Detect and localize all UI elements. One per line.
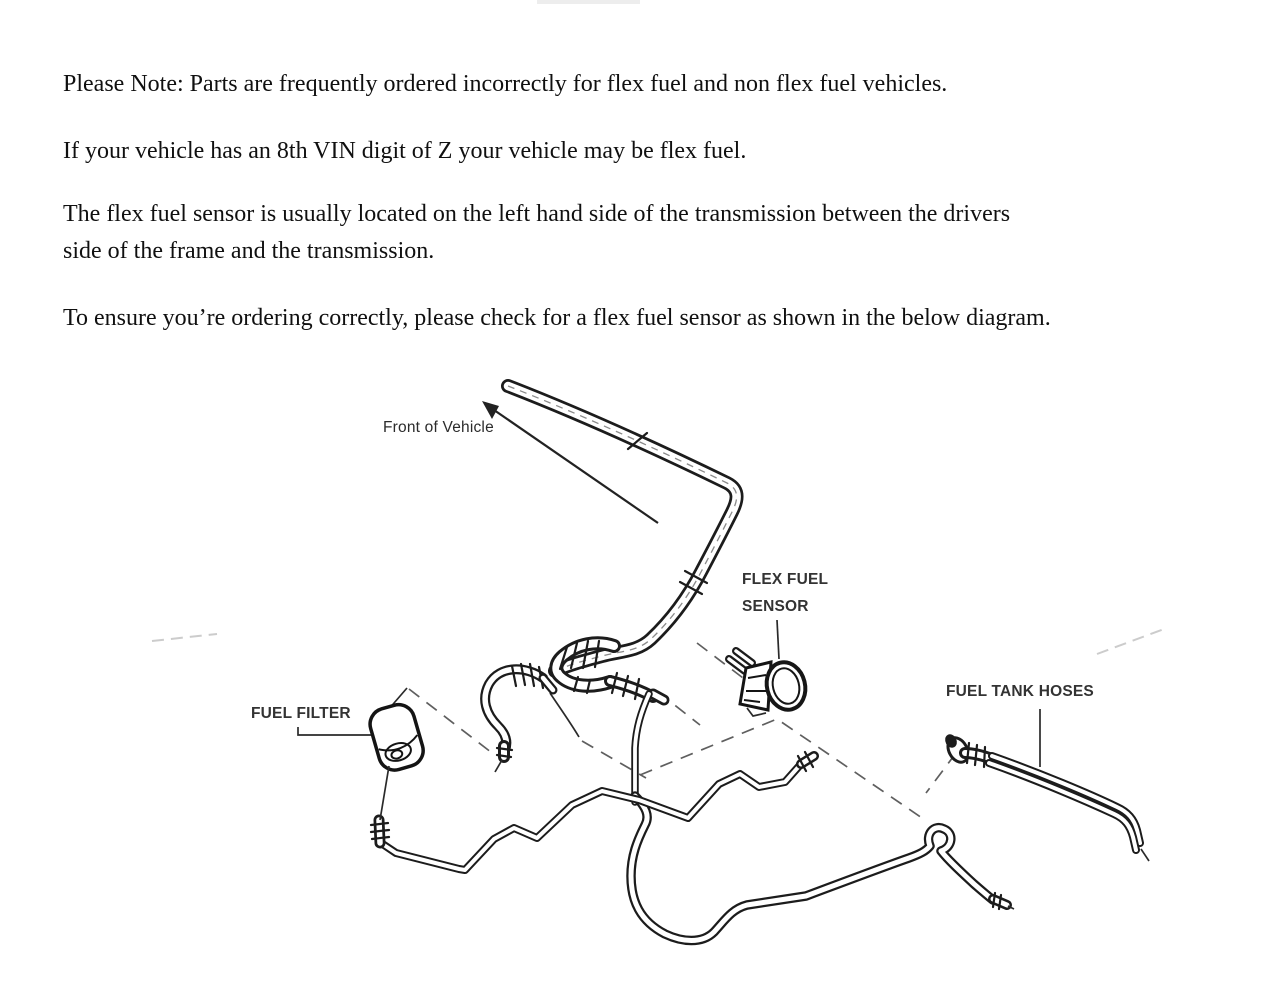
- label-flex-fuel-sensor: [742, 566, 828, 620]
- note-line-5: To ensure you’re ordering correctly, please check for a flex fuel sensor as shown in the below diagram.: [63, 305, 1051, 331]
- label-flex-fuel-sensor-line2: SENSOR: [742, 598, 809, 615]
- phantom-frame-lines: [388, 643, 956, 820]
- main-fuel-line-bundle: [508, 386, 737, 671]
- note-line-1: Please Note: Parts are frequently ordered incorrectly for flex fuel and non flex fuel vehicles.: [63, 71, 948, 97]
- front-of-vehicle-arrow: [482, 401, 658, 523]
- fuel-tank-hoses-shape: [943, 732, 1149, 861]
- fuel-filter-shape: [366, 701, 427, 820]
- drop-tube: [635, 694, 649, 802]
- zigzag-fuel-line: [371, 752, 814, 870]
- note-line-3: The flex fuel sensor is usually located on the left hand side of the transmission between the drivers: [63, 201, 1011, 227]
- note-line-2: If your vehicle has an 8th VIN digit of Z your vehicle may be flex fuel.: [63, 138, 747, 164]
- curved-hose: [485, 664, 553, 772]
- flex-fuel-sensor-shape: [729, 651, 810, 716]
- label-fuel-filter: FUEL FILTER: [251, 705, 351, 722]
- label-flex-fuel-sensor-line1: FLEX FUEL: [742, 571, 829, 588]
- note-line-4: side of the frame and the transmission.: [63, 238, 435, 264]
- label-fuel-tank-hoses: FUEL TANK HOSES: [946, 683, 1094, 700]
- label-front-of-vehicle: Front of Vehicle: [383, 419, 494, 436]
